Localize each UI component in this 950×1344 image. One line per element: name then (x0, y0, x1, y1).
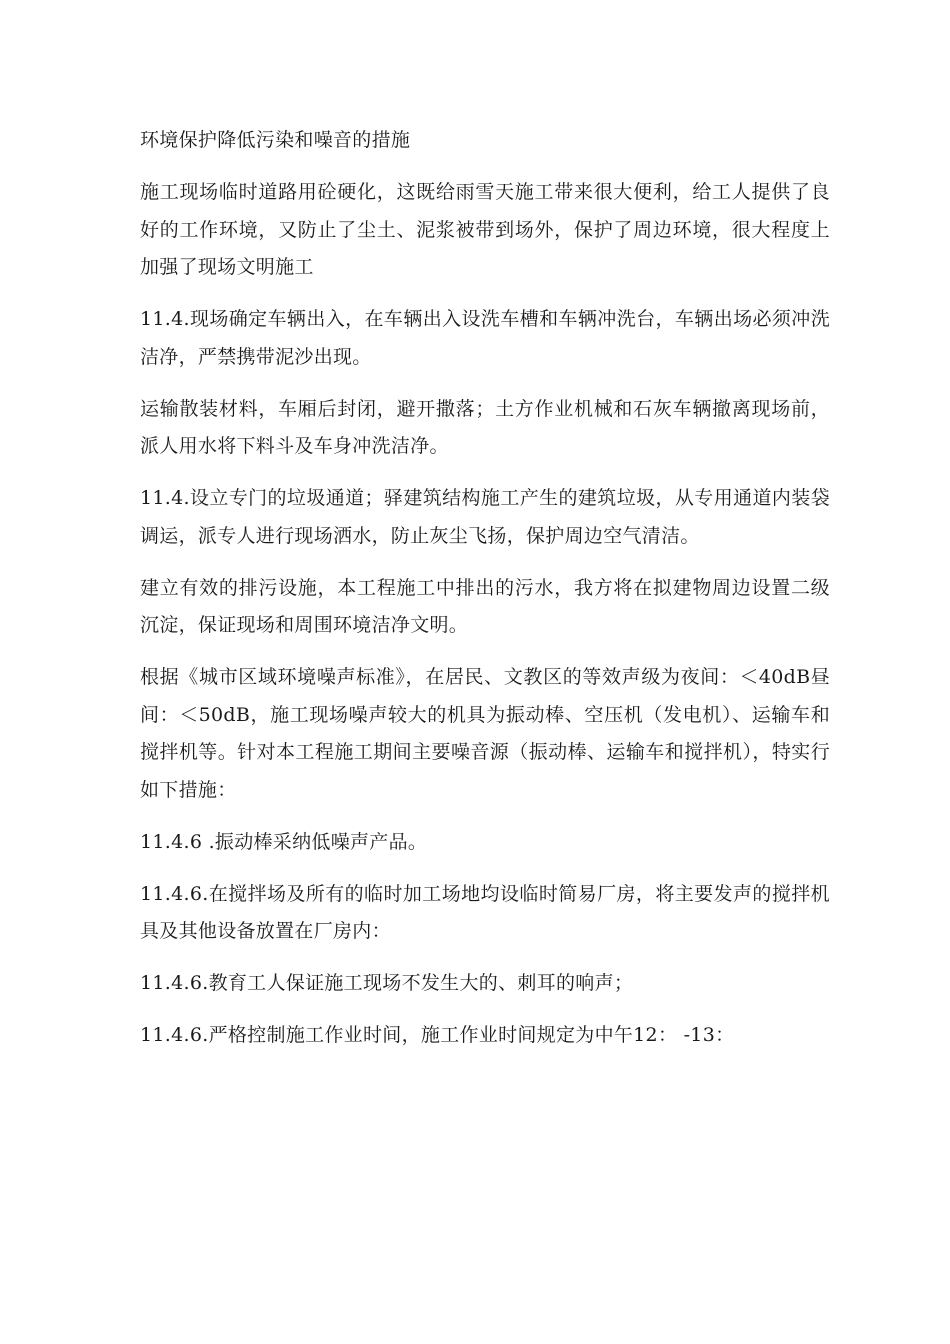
paragraph-worker-education: 11.4.6.教育工人保证施工现场不发生大的、刺耳的响声； (140, 972, 634, 994)
paragraph-garbage-channel: 11.4.设立专门的垃圾通道；驿建筑结构施工产生的建筑垃圾，从专用通道内装袋调运，派专人进行现场洒水，防止灰尘飞扬，保护周边空气清洁。 (140, 487, 830, 547)
paragraph-vehicle-wash: 11.4.现场确定车辆出入，在车辆出入设洗车槽和车辆冲洗台，车辆出场必须冲洗洁净，严禁携带泥沙出现。 (140, 308, 830, 368)
document-title: 环境保护降低污染和噪音的措施 (140, 129, 411, 151)
paragraph-work-hours: 11.4.6.严格控制施工作业时间，施工作业时间规定为中午12： -13： (140, 1024, 735, 1046)
paragraph-sewage: 建立有效的排污设施，本工程施工中排出的污水，我方将在拟建物周边设置二级沉淀，保证现场和周围环境洁净文明。 (140, 576, 830, 636)
paragraph-mixing-shed: 11.4.6.在搅拌场及所有的临时加工场地均设临时简易厂房，将主要发声的搅拌机具及其他设备放置在厂房内： (140, 882, 830, 942)
paragraph-noise-standard: 根据《城市区域环境噪声标准》，在居民、文教区的等效声级为夜间：＜40dB昼间：＜50dB，施工现场噪声较大的机具为振动棒、空压机（发电机）、运输车和搅拌机等。针对本工程施工期间主要噪音源（振动棒、运输车和搅拌机），特实行如下措施： (140, 666, 830, 801)
paragraph-vibrator: 11.4.6 .振动棒采纳低噪声产品。 (140, 830, 428, 853)
paragraph-bulk-transport: 运输散装材料，车厢后封闭，避开撒落；土方作业机械和石灰车辆撤离现场前，派人用水将下料斗及车身冲洗洁净。 (140, 397, 830, 457)
paragraph-road-hardening: 施工现场临时道路用砼硬化，这既给雨雪天施工带来很大便利，给工人提供了良好的工作环境，又防止了尘土、泥浆被带到场外，保护了周边环境，很大程度上加强了现场文明施工 (140, 181, 830, 278)
document-page (140, 122, 830, 1069)
